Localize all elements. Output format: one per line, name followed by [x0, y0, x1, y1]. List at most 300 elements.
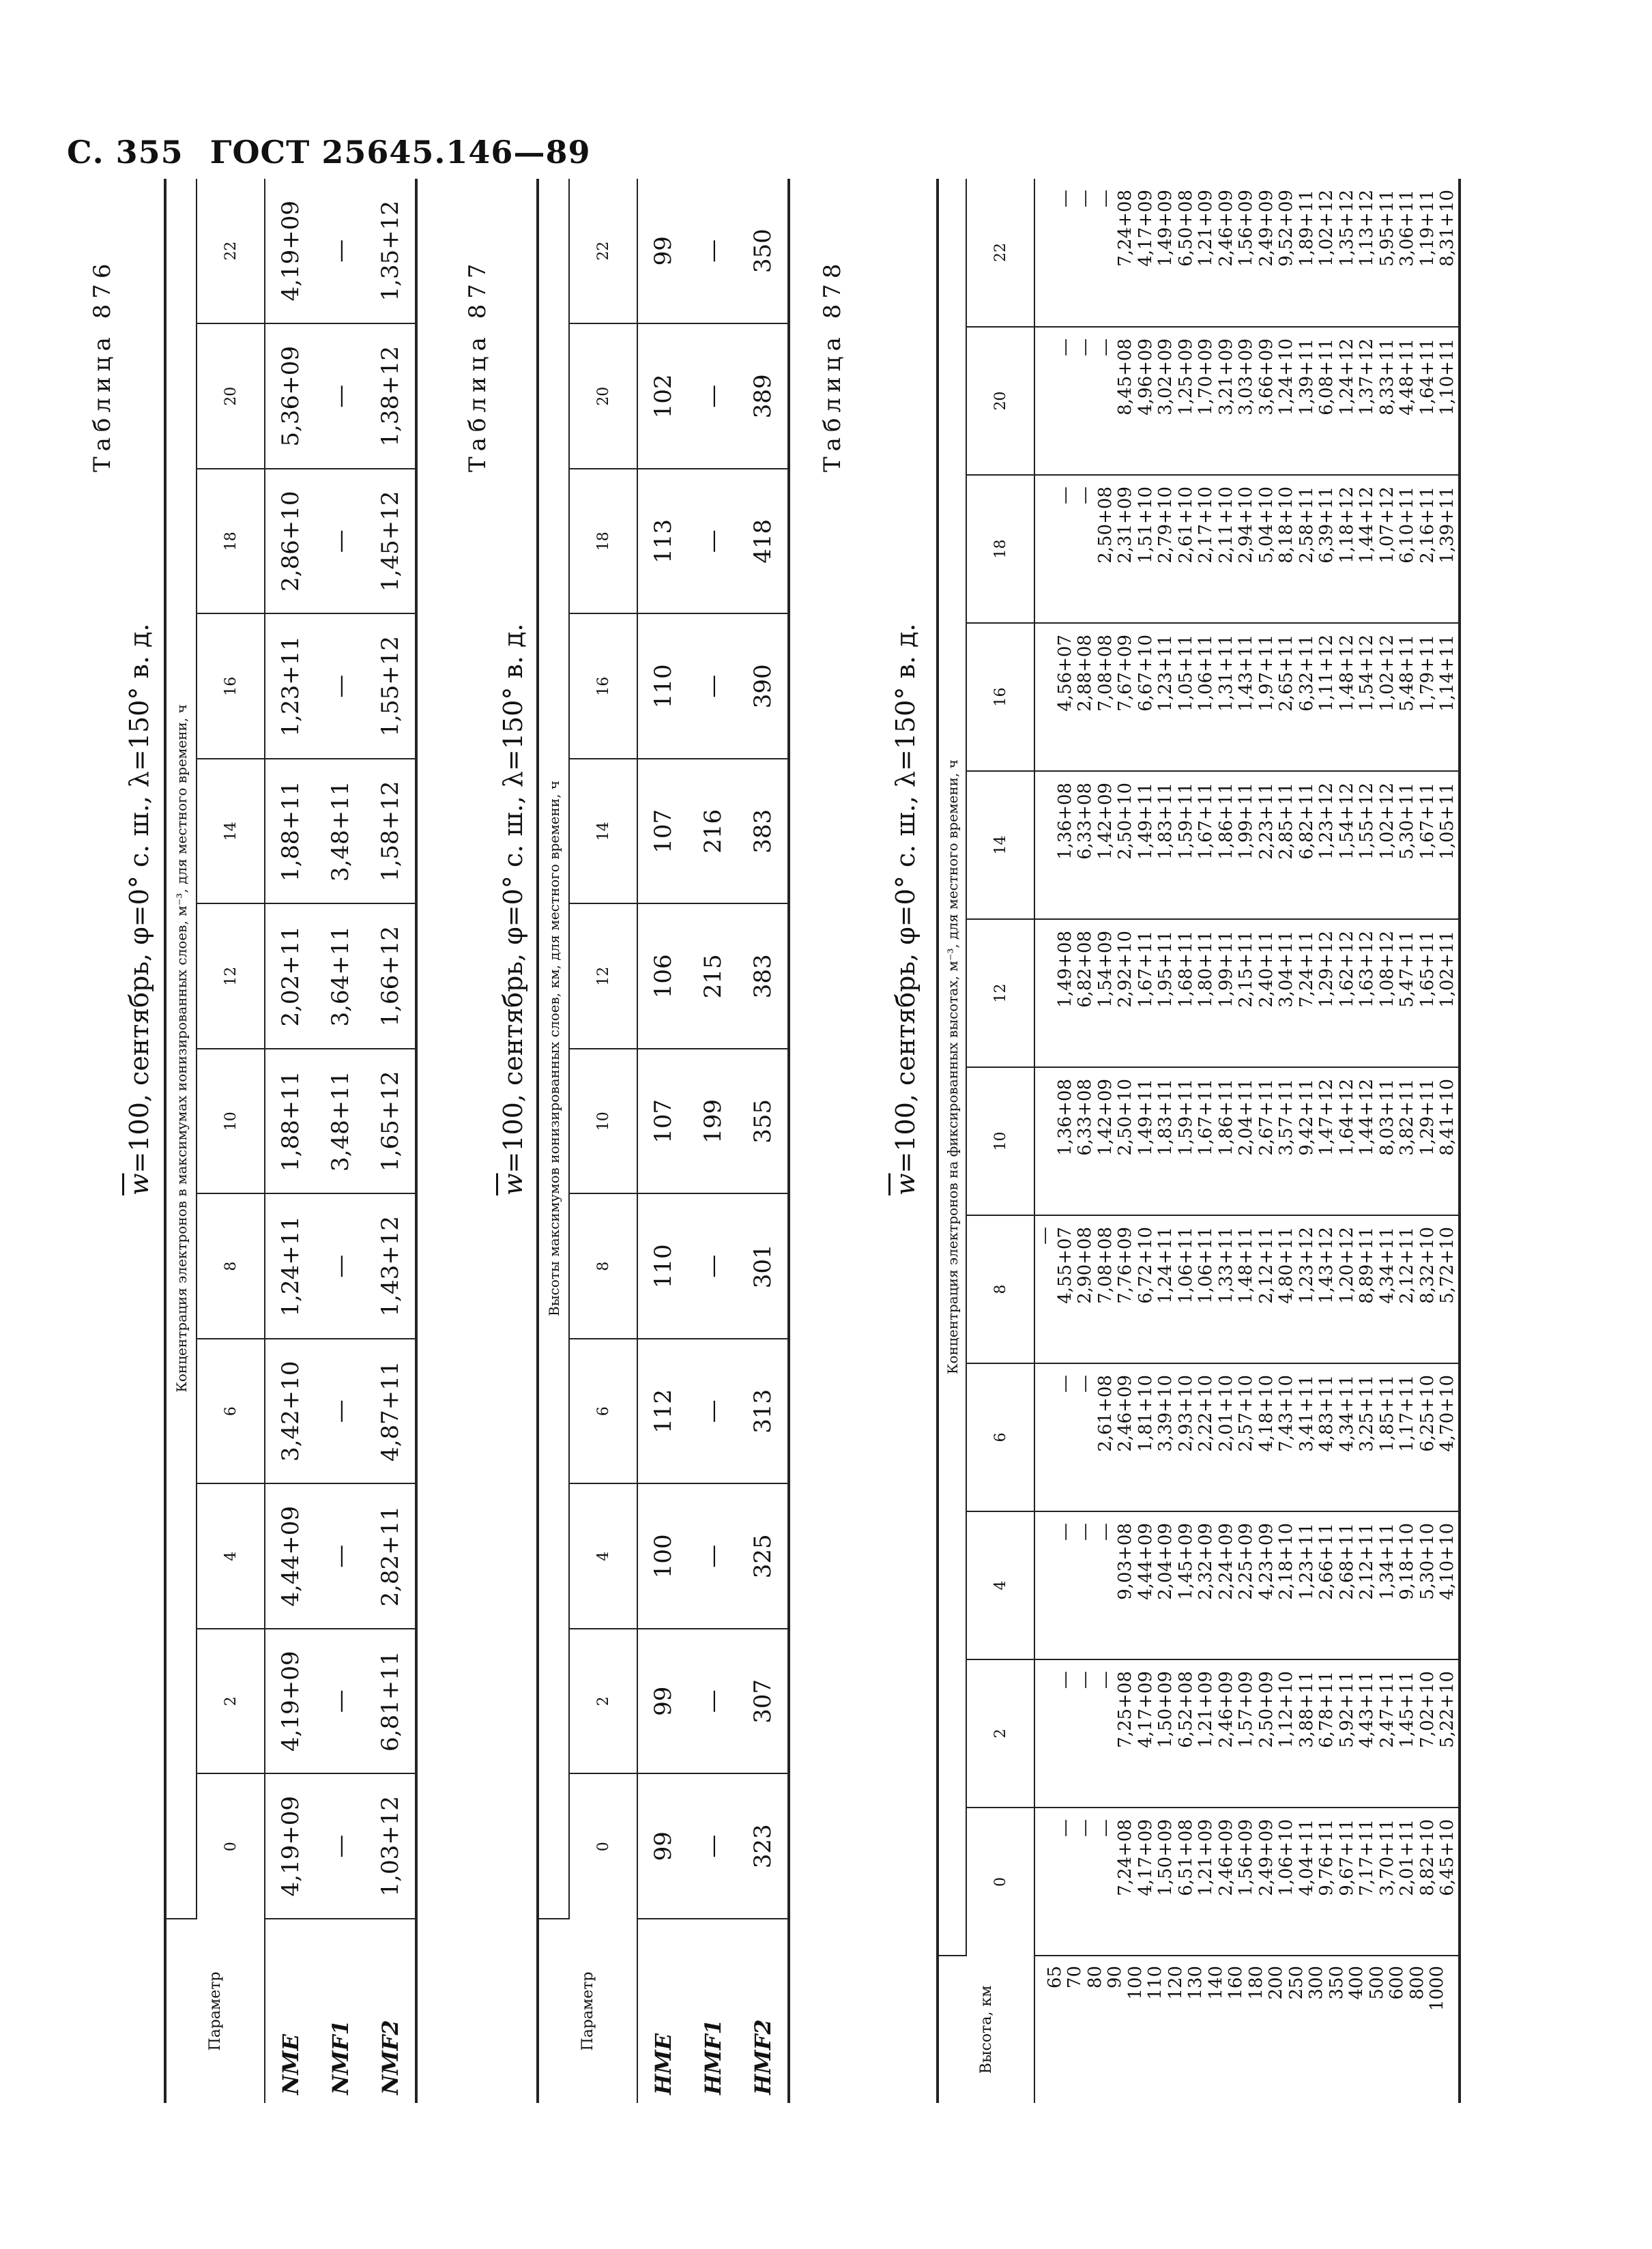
table-cell: 6,45+10 — [1437, 1819, 1458, 1896]
table-cell: 5,04+10 — [1256, 487, 1277, 564]
table-cell: 6,39+11 — [1316, 487, 1337, 564]
table-cell: 2,01+10 — [1215, 1375, 1236, 1452]
table-cell: 323 — [738, 1774, 789, 1919]
table-cell: 1,55+12 — [1357, 783, 1377, 860]
group-header: Концентрация электронов на фиксированных высотах, м⁻³, для местного времени, ч — [938, 179, 966, 1956]
hour-cell: 0 — [966, 1808, 1034, 1956]
table-cell: 6,50+08 — [1175, 189, 1196, 267]
table-cell: 2,93+10 — [1175, 1375, 1196, 1452]
table-cell: 1,20+12 — [1336, 1227, 1357, 1304]
height-value: 160 — [1226, 1966, 1247, 2000]
table-cell: 4,48+11 — [1397, 338, 1417, 416]
table-cell: 2,12+11 — [1357, 1523, 1377, 1600]
table-cell: 7,43+10 — [1276, 1375, 1296, 1452]
table-cell: 3,21+09 — [1215, 338, 1236, 416]
param-name: NMF1 — [328, 2020, 353, 2095]
table-cell: 383 — [738, 904, 789, 1049]
table-cell: — — [1054, 1671, 1075, 1689]
hour-cell: 8 — [569, 1194, 637, 1339]
table-cell: 1,14+11 — [1437, 635, 1458, 712]
table-cell: 350 — [738, 179, 789, 324]
value-column-8 — [1034, 1215, 1460, 1363]
table-cell: — — [688, 1194, 738, 1339]
table-cell: 6,52+08 — [1175, 1671, 1196, 1748]
table-cell: 1,49+11 — [1135, 783, 1156, 860]
param-name: HMF2 — [738, 1919, 789, 2103]
height-value: 350 — [1326, 1966, 1347, 2000]
hour-cell: 14 — [197, 759, 265, 904]
table-cell: 1,05+11 — [1437, 783, 1458, 860]
table-cell: 4,96+09 — [1135, 338, 1156, 416]
table-cell: 2,46+09 — [1215, 189, 1236, 267]
table-cell: 4,44+09 — [265, 1484, 315, 1629]
table-cell: 6,10+11 — [1397, 487, 1417, 564]
hours-row — [197, 179, 265, 2103]
hour-cell: 22 — [197, 179, 265, 324]
table-cell: 2,17+10 — [1195, 487, 1216, 564]
table-cell: — — [688, 1629, 738, 1774]
table-cell: 4,04+11 — [1296, 1819, 1317, 1896]
table-cell: 6,82+08 — [1075, 931, 1095, 1008]
table-cell: — — [1054, 189, 1075, 207]
table-cell: — — [1054, 1523, 1075, 1541]
value-column-22 — [1034, 179, 1460, 327]
table-cell: — — [688, 1339, 738, 1484]
table-row — [637, 179, 688, 2103]
table-cell: 4,19+09 — [265, 1774, 315, 1919]
table-cell: 6,78+11 — [1316, 1671, 1337, 1748]
table-cell: 1,23+11 — [265, 614, 315, 759]
table-cell: 1,83+11 — [1155, 1079, 1176, 1156]
table-cell: 1,29+12 — [1316, 931, 1337, 1008]
table-cell: 1,06+11 — [1195, 1227, 1216, 1304]
table-cell: 199 — [688, 1049, 738, 1194]
hour-cell: 10 — [197, 1049, 265, 1194]
height-value: 500 — [1366, 1966, 1387, 2000]
table-cell: 1,23+12 — [1296, 1227, 1317, 1304]
height-value: 100 — [1125, 1966, 1146, 2000]
table-cell: 1,81+10 — [1135, 1375, 1156, 1452]
table-cell: — — [688, 1774, 738, 1919]
table-cell: 1,35+12 — [366, 179, 416, 324]
table-cell: 1,99+11 — [1215, 931, 1236, 1008]
table-cell: 1,29+11 — [1417, 1079, 1438, 1156]
table-cell: 3,64+11 — [315, 904, 366, 1049]
value-column-12 — [1034, 919, 1460, 1067]
table-cell: 216 — [688, 759, 738, 904]
value-column-14 — [1034, 771, 1460, 919]
table-cell: — — [1095, 1523, 1116, 1541]
table-cell: — — [1054, 487, 1075, 504]
table-cell: 7,24+08 — [1115, 189, 1135, 267]
table-cell: 1,42+09 — [1095, 783, 1116, 860]
table-cell: 1,95+11 — [1155, 931, 1176, 1008]
rotated-content — [82, 158, 1569, 2205]
value-column-6 — [1034, 1363, 1460, 1511]
table-cell: 5,47+11 — [1397, 931, 1417, 1008]
hour-cell: 8 — [966, 1215, 1034, 1363]
table-cell: 2,50+08 — [1095, 487, 1116, 564]
table-cell: 1,45+09 — [1175, 1523, 1196, 1600]
table-cell: 6,33+08 — [1075, 1079, 1095, 1156]
table-cell: 100 — [637, 1484, 688, 1629]
table-cell: 1,25+09 — [1175, 338, 1196, 416]
table-cell: 8,33+11 — [1376, 338, 1397, 416]
table-cell: 8,31+10 — [1437, 189, 1458, 267]
table-cell: 1,65+11 — [1417, 931, 1438, 1008]
table-cell: 1,54+12 — [1336, 783, 1357, 860]
table-cell: 307 — [738, 1629, 789, 1774]
table-cell: 1,06+10 — [1276, 1819, 1296, 1896]
table-cell: 1,11+12 — [1316, 635, 1337, 712]
hour-cell: 22 — [966, 179, 1034, 327]
table-cell: 7,24+08 — [1115, 1819, 1135, 1896]
table-cell: 383 — [738, 759, 789, 904]
table-cell: 6,82+11 — [1296, 783, 1317, 860]
table-cell: 2,40+11 — [1256, 931, 1277, 1008]
table-cell: 2,18+10 — [1276, 1523, 1296, 1600]
table-row — [688, 179, 738, 2103]
table-cell: 99 — [637, 1629, 688, 1774]
group-header: Концентрация электронов в максимумах ионизированных слоев, м⁻³, для местного времени, ч — [165, 179, 197, 1919]
table-cell: 1,21+09 — [1195, 189, 1216, 267]
table-cell: 7,17+11 — [1357, 1819, 1377, 1896]
table-877 — [536, 179, 790, 2103]
table-cell: 1,54+09 — [1095, 931, 1116, 1008]
table-cell: 2,50+09 — [1256, 1671, 1277, 1748]
table-cell: 325 — [738, 1484, 789, 1629]
table-cell: 2,61+08 — [1095, 1375, 1116, 1452]
hour-cell: 20 — [966, 327, 1034, 475]
table-cell: 8,89+11 — [1357, 1227, 1377, 1304]
table-cell: 7,02+10 — [1417, 1671, 1438, 1748]
value-column-0 — [1034, 1808, 1460, 1956]
table-cell: 1,45+11 — [1397, 1671, 1417, 1748]
table-cell: 6,67+10 — [1135, 635, 1156, 712]
table-cell: 1,23+12 — [1316, 783, 1337, 860]
table-row — [738, 179, 789, 2103]
table-cell: 1,13+12 — [1357, 189, 1377, 267]
table-cell: 1,36+08 — [1054, 1079, 1075, 1156]
param-name: NMF2 — [366, 1919, 416, 2103]
table-877-label: Таблица 877 — [464, 258, 491, 472]
table-cell: 1,48+11 — [1236, 1227, 1256, 1304]
table-cell: 1,67+11 — [1195, 1079, 1216, 1156]
table-cell: 2,79+10 — [1155, 487, 1176, 564]
table-cell: — — [1034, 1227, 1055, 1245]
height-value: 400 — [1346, 1966, 1367, 2000]
table-cell: 4,19+09 — [265, 179, 315, 324]
table-cell: 2,92+10 — [1115, 931, 1135, 1008]
table-row — [265, 179, 315, 2103]
table-cell: 1,18+12 — [1336, 487, 1357, 564]
table-cell: 9,18+10 — [1397, 1523, 1417, 1600]
table-cell: 7,76+09 — [1115, 1227, 1135, 1304]
table-cell: 1,85+11 — [1376, 1375, 1397, 1452]
table-cell: 1,39+11 — [1296, 338, 1317, 416]
table-cell: — — [1095, 1819, 1116, 1837]
value-column-10 — [1034, 1067, 1460, 1215]
table-cell: 1,24+12 — [1336, 338, 1357, 416]
table-cell: 2,12+11 — [1397, 1227, 1417, 1304]
hour-cell: 10 — [569, 1049, 637, 1194]
table-cell: 9,67+11 — [1336, 1819, 1357, 1896]
table-cell: 1,56+09 — [1236, 1819, 1256, 1896]
hour-cell: 14 — [569, 759, 637, 904]
hour-cell: 4 — [197, 1484, 265, 1629]
table-cell: 2,49+09 — [1256, 1819, 1277, 1896]
table-cell: 5,95+11 — [1376, 189, 1397, 267]
table-cell: 3,48+11 — [315, 759, 366, 904]
table-cell: 1,38+12 — [366, 324, 416, 469]
table-cell: — — [1054, 1375, 1075, 1393]
table-cell: 7,25+08 — [1115, 1671, 1135, 1748]
table-cell: 1,23+11 — [1155, 635, 1176, 712]
table-cell: 1,63+12 — [1357, 931, 1377, 1008]
table-cell: — — [688, 614, 738, 759]
table-cell: 2,50+10 — [1115, 1079, 1135, 1156]
table-cell: 2,12+11 — [1256, 1227, 1277, 1304]
table-cell: 2,61+10 — [1175, 487, 1196, 564]
value-column-18 — [1034, 475, 1460, 623]
table-cell: 102 — [637, 324, 688, 469]
table-cell: 2,04+09 — [1155, 1523, 1176, 1600]
table-cell: 2,24+09 — [1215, 1523, 1236, 1600]
hour-cell: 16 — [569, 614, 637, 759]
table-cell: — — [1075, 1819, 1095, 1837]
value-column-4 — [1034, 1511, 1460, 1659]
page-number: С. 355 — [67, 134, 184, 171]
table-878 — [936, 179, 1461, 2103]
table-cell: 1,03+12 — [366, 1774, 416, 1919]
table-cell: 1,99+11 — [1236, 783, 1256, 860]
height-value: 130 — [1185, 1966, 1206, 2000]
table-cell: — — [315, 324, 366, 469]
table-cell: 107 — [637, 1049, 688, 1194]
table-cell: 1,08+12 — [1376, 931, 1397, 1008]
table-cell: 1,59+11 — [1175, 1079, 1196, 1156]
table-cell: — — [1095, 338, 1116, 356]
height-value: 140 — [1205, 1966, 1226, 2000]
table-876-label: Таблица 876 — [89, 258, 116, 472]
table-cell: 389 — [738, 324, 789, 469]
table-cell: 1,88+11 — [265, 1049, 315, 1194]
table-cell: — — [1075, 487, 1095, 504]
table-cell: 3,88+11 — [1296, 1671, 1317, 1748]
table-cell: 3,02+09 — [1155, 338, 1176, 416]
table-cell: 1,37+12 — [1357, 338, 1377, 416]
table-cell: 2,32+09 — [1195, 1523, 1216, 1600]
table-cell: — — [315, 1629, 366, 1774]
table-cell: 1,34+11 — [1376, 1523, 1397, 1600]
table-cell: 2,25+09 — [1236, 1523, 1256, 1600]
table-cell: 1,89+11 — [1296, 189, 1317, 267]
table-cell: 2,47+11 — [1376, 1671, 1397, 1748]
table-cell: 1,67+11 — [1417, 783, 1438, 860]
table-cell: 1,97+11 — [1256, 635, 1277, 712]
table-cell: 1,24+10 — [1276, 338, 1296, 416]
table-cell: 4,10+10 — [1437, 1523, 1458, 1600]
table-cell: 9,52+09 — [1276, 189, 1296, 267]
table-cell: 2,11+10 — [1215, 487, 1236, 564]
table-cell: 1,68+11 — [1175, 931, 1196, 1008]
table-cell: 113 — [637, 469, 688, 614]
hour-cell: 8 — [197, 1194, 265, 1339]
table-cell: — — [1054, 338, 1075, 356]
table-cell: 3,03+09 — [1236, 338, 1256, 416]
table-cell: — — [315, 1194, 366, 1339]
table-cell: 301 — [738, 1194, 789, 1339]
table-cell: 1,67+11 — [1195, 783, 1216, 860]
table-cell: 1,86+11 — [1215, 1079, 1236, 1156]
table-cell: 1,19+11 — [1417, 189, 1438, 267]
table-cell: — — [1075, 189, 1095, 207]
table-cell: 4,34+11 — [1336, 1375, 1357, 1452]
table-cell: 1,54+12 — [1357, 635, 1377, 712]
table-cell: 1,02+12 — [1376, 783, 1397, 860]
hour-cell: 20 — [197, 324, 265, 469]
table-cell: 6,08+11 — [1316, 338, 1337, 416]
table-cell: 4,56+07 — [1054, 635, 1075, 712]
table-cell: 3,66+09 — [1256, 338, 1277, 416]
height-value: 250 — [1286, 1966, 1307, 2000]
table-877-title: $\overline{w}=100$, сентябрь, φ=0° с. ш., λ=150° в. д. — [498, 623, 528, 1195]
table-cell: 8,03+11 — [1376, 1079, 1397, 1156]
hour-cell: 6 — [197, 1339, 265, 1484]
table-cell: 2,67+11 — [1256, 1079, 1277, 1156]
table-cell: 355 — [738, 1049, 789, 1194]
table-cell: 2,46+09 — [1215, 1819, 1236, 1896]
table-cell: 99 — [637, 179, 688, 324]
standard-code: ГОСТ 25645.146—89 — [209, 134, 591, 171]
table-cell: 1,67+11 — [1135, 931, 1156, 1008]
table-cell: — — [1095, 1671, 1116, 1689]
table-cell: 4,34+11 — [1376, 1227, 1397, 1304]
table-cell: 1,86+11 — [1215, 783, 1236, 860]
table-cell: 1,23+11 — [1296, 1523, 1317, 1600]
table-cell: 1,49+11 — [1135, 1079, 1156, 1156]
table-cell: 2,15+11 — [1236, 931, 1256, 1008]
table-cell: — — [1095, 189, 1116, 207]
table-cell: 8,82+10 — [1417, 1819, 1438, 1896]
table-cell: 4,83+11 — [1316, 1375, 1337, 1452]
table-cell: 215 — [688, 904, 738, 1049]
table-cell: 4,23+09 — [1256, 1523, 1277, 1600]
table-cell: 5,30+10 — [1417, 1523, 1438, 1600]
table-878-title: $\overline{w}=100$, сентябрь, φ=0° с. ш., λ=150° в. д. — [890, 623, 921, 1195]
table-cell: 2,22+10 — [1195, 1375, 1216, 1452]
param-header: Параметр — [538, 1919, 637, 2103]
data-block — [1034, 179, 1460, 2103]
hour-cell: 22 — [569, 179, 637, 324]
table-cell: 4,44+09 — [1135, 1523, 1156, 1600]
table-cell: 1,50+09 — [1155, 1671, 1176, 1748]
table-878-label: Таблица 878 — [819, 258, 846, 472]
table-cell: — — [315, 179, 366, 324]
table-cell: — — [315, 614, 366, 759]
table-cell: 3,42+10 — [265, 1339, 315, 1484]
table-cell: 2,94+10 — [1236, 487, 1256, 564]
hour-cell: 20 — [569, 324, 637, 469]
table-cell: 6,72+10 — [1135, 1227, 1156, 1304]
table-row — [366, 179, 416, 2103]
param-name: HMF1 — [700, 2019, 726, 2095]
table-cell: 1,51+10 — [1135, 487, 1156, 564]
table-cell: 9,76+11 — [1316, 1819, 1337, 1896]
heights-column — [1034, 1956, 1460, 2103]
table-cell: 1,66+12 — [366, 904, 416, 1049]
table-cell: 1,43+11 — [1236, 635, 1256, 712]
table-cell: — — [315, 469, 366, 614]
table-cell: 110 — [637, 1194, 688, 1339]
table-cell: 1,21+09 — [1195, 1819, 1216, 1896]
table-cell: 1,24+11 — [1155, 1227, 1176, 1304]
table-cell: 5,72+10 — [1437, 1227, 1458, 1304]
table-cell: 1,07+12 — [1376, 487, 1397, 564]
table-cell: 1,49+08 — [1054, 931, 1075, 1008]
table-cell: 4,17+09 — [1135, 189, 1156, 267]
table-cell: 3,82+11 — [1397, 1079, 1417, 1156]
hour-cell: 18 — [197, 469, 265, 614]
table-cell: 390 — [738, 614, 789, 759]
param-header: Параметр — [165, 1919, 265, 2103]
table-cell: 4,17+09 — [1135, 1671, 1156, 1748]
height-value: 600 — [1387, 1966, 1408, 2000]
table-cell: 3,41+11 — [1296, 1375, 1317, 1452]
table-cell: 6,81+11 — [366, 1629, 416, 1774]
value-column-16 — [1034, 623, 1460, 771]
hour-cell: 2 — [966, 1659, 1034, 1808]
table-cell: 7,67+09 — [1115, 635, 1135, 712]
param-name: NME — [265, 1919, 315, 2103]
table-cell: 6,32+11 — [1296, 635, 1317, 712]
table-cell: 1,42+09 — [1095, 1079, 1116, 1156]
hour-cell: 12 — [569, 904, 637, 1049]
table-cell: 2,86+10 — [265, 469, 315, 614]
group-header: Высоты максимумов ионизированных слоев, км, для местного времени, ч — [538, 179, 569, 1919]
hour-cell: 0 — [197, 1774, 265, 1919]
table-cell: — — [688, 324, 738, 469]
table-cell: 2,82+11 — [366, 1484, 416, 1629]
table-cell: 1,47+12 — [1316, 1079, 1337, 1156]
table-cell: 2,57+10 — [1236, 1375, 1256, 1452]
table-cell: 8,18+10 — [1276, 487, 1296, 564]
table-876-title: $\overline{w}=100$, сентябрь, φ=0° с. ш., λ=150° в. д. — [124, 623, 154, 1195]
height-value: 80 — [1084, 1966, 1105, 1989]
table-cell: 3,48+11 — [315, 1049, 366, 1194]
table-cell: 1,31+11 — [1215, 635, 1236, 712]
table-cell: 6,33+08 — [1075, 783, 1095, 860]
table-cell: 2,58+11 — [1296, 487, 1317, 564]
table-cell: 2,49+09 — [1256, 189, 1277, 267]
height-value: 110 — [1145, 1966, 1166, 2000]
table-cell: 2,90+08 — [1075, 1227, 1095, 1304]
height-value: 120 — [1165, 1966, 1186, 2000]
table-cell: 1,83+11 — [1155, 783, 1176, 860]
height-value: 1000 — [1427, 1966, 1448, 2012]
table-cell: 1,59+11 — [1175, 783, 1196, 860]
table-cell: 106 — [637, 904, 688, 1049]
table-cell: 3,70+11 — [1376, 1819, 1397, 1896]
table-cell: 313 — [738, 1339, 789, 1484]
hours-row — [966, 179, 1034, 2103]
table-cell: — — [1054, 1819, 1075, 1837]
hour-cell: 16 — [966, 623, 1034, 771]
table-cell: — — [315, 1774, 366, 1919]
table-cell: 1,57+09 — [1236, 1671, 1256, 1748]
table-cell: — — [315, 1339, 366, 1484]
table-cell: 1,43+12 — [366, 1194, 416, 1339]
